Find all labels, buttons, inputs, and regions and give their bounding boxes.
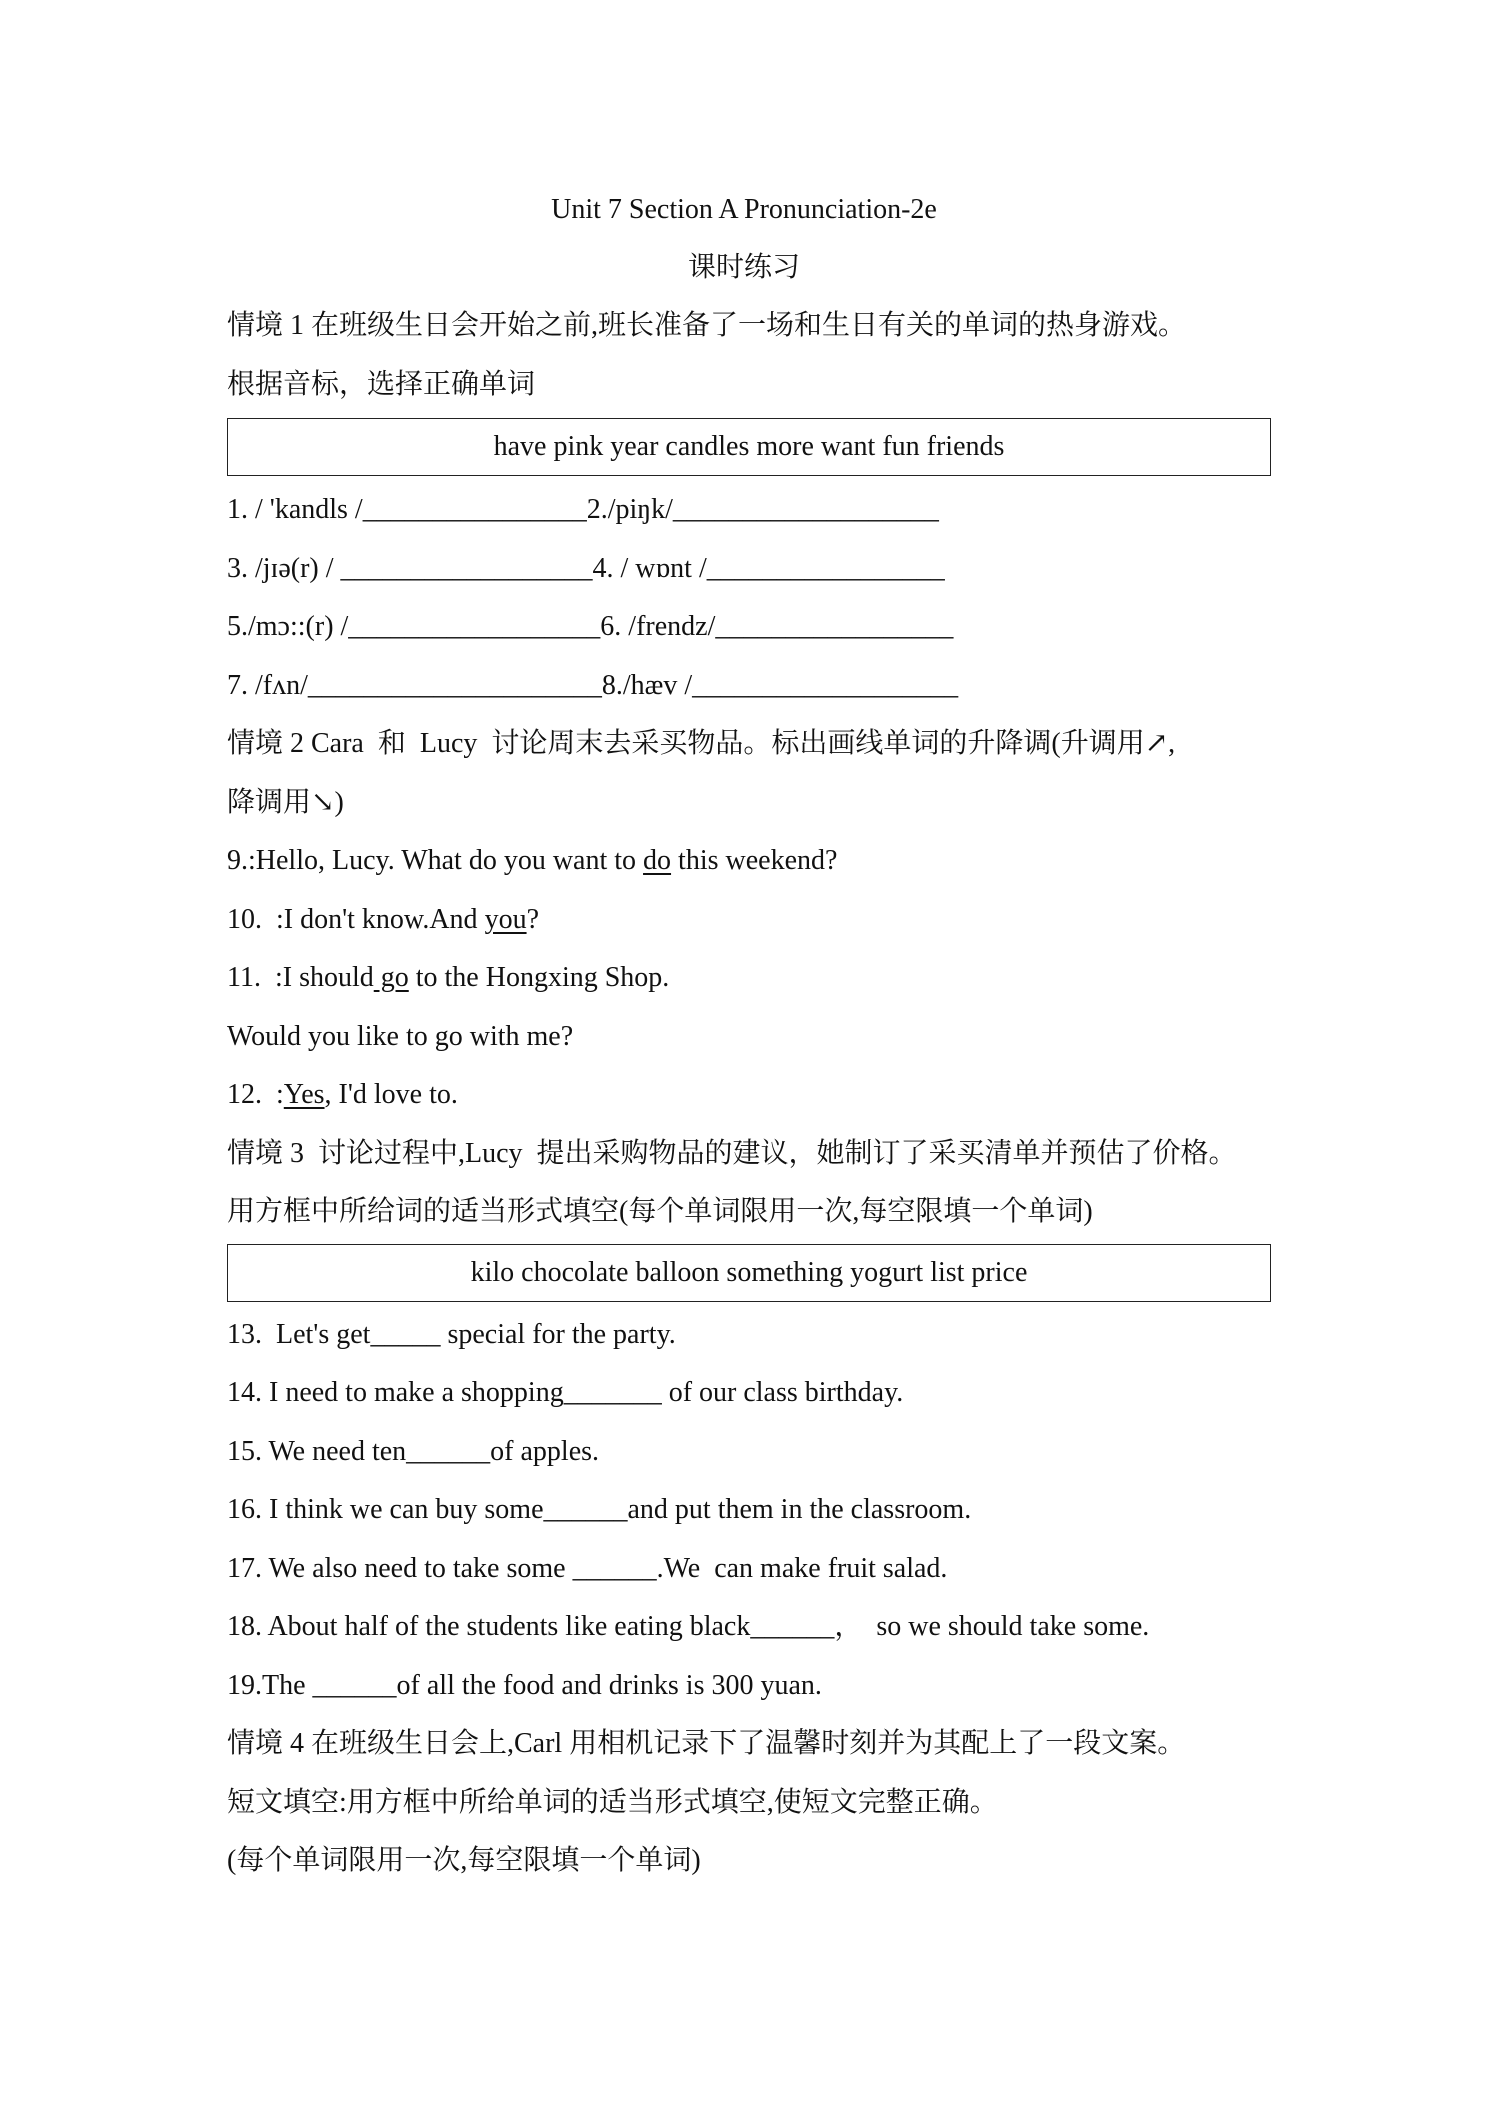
question-12: 12. :Yes, I'd love to. xyxy=(227,1079,458,1110)
section2-intro: 情境 2 Cara 和 Lucy 讨论周末去采买物品。标出画线单词的升降调(升调用↗, xyxy=(227,728,1176,759)
question-13: 13. Let's get_____ special for the party. xyxy=(227,1319,676,1350)
question-10: 10. :I don't know.And you? xyxy=(227,904,539,935)
section2-intro-cont: 降调用↘) xyxy=(227,787,344,818)
phonetic-row-2: 3. /jɪə(r) / __________________4. / wɒnt /_________________ xyxy=(227,553,945,584)
section1-word-box: have pink year candles more want fun friends xyxy=(227,418,1271,476)
section1-intro: 情境 1 在班级生日会开始之前,班长准备了一场和生日有关的单词的热身游戏。 xyxy=(227,310,1187,341)
section3-instruction: 用方框中所给词的适当形式填空(每个单词限用一次,每空限填一个单词) xyxy=(227,1196,1093,1227)
phonetic-row-4: 7. /fʌn/_____________________8./hæv /___________________ xyxy=(227,670,959,701)
phonetic-row-1: 1. / 'kandls /________________2./piŋk/___________________ xyxy=(227,494,939,525)
question-17: 17. We also need to take some ______.We can make fruit salad. xyxy=(227,1553,948,1584)
section3-intro: 情境 3 讨论过程中,Lucy 提出采购物品的建议，她制订了采买清单并预估了价格。 xyxy=(227,1138,1237,1169)
page-title: Unit 7 Section A Pronunciation-2e xyxy=(551,194,937,225)
question-11: 11. :I should go to the Hongxing Shop. xyxy=(227,962,670,993)
underlined-word: Yes xyxy=(283,1079,325,1110)
section4-instruction: 短文填空:用方框中所给单词的适当形式填空,使短文完整正确。 xyxy=(227,1787,998,1818)
underlined-word: go xyxy=(373,962,409,993)
question-16: 16. I think we can buy some______and put them in the classroom. xyxy=(227,1494,972,1525)
section4-intro: 情境 4 在班级生日会上,Carl 用相机记录下了温馨时刻并为其配上了一段文案。 xyxy=(227,1728,1186,1759)
question-19: 19.The ______of all the food and drinks is 300 yuan. xyxy=(227,1670,822,1701)
question-15: 15. We need ten______of apples. xyxy=(227,1436,600,1467)
question-9: 9.:Hello, Lucy. What do you want to do this weekend? xyxy=(227,845,838,876)
underlined-word: you xyxy=(484,904,527,935)
section1-instruction: 根据音标，选择正确单词 xyxy=(227,369,536,400)
question-11-cont: Would you like to go with me? xyxy=(227,1021,574,1052)
page-subtitle: 课时练习 xyxy=(687,252,800,283)
question-14: 14. I need to make a shopping_______ of our class birthday. xyxy=(227,1377,904,1408)
section4-instruction-note: (每个单词限用一次,每空限填一个单词) xyxy=(227,1845,701,1876)
question-18: 18. About half of the students like eating black______， so we should take some. xyxy=(227,1611,1150,1642)
underlined-word: do xyxy=(643,845,672,876)
section3-word-box: kilo chocolate balloon something yogurt list price xyxy=(227,1244,1271,1302)
phonetic-row-3: 5./mɔ::(r) /__________________6. /frendz/_________________ xyxy=(227,611,954,642)
